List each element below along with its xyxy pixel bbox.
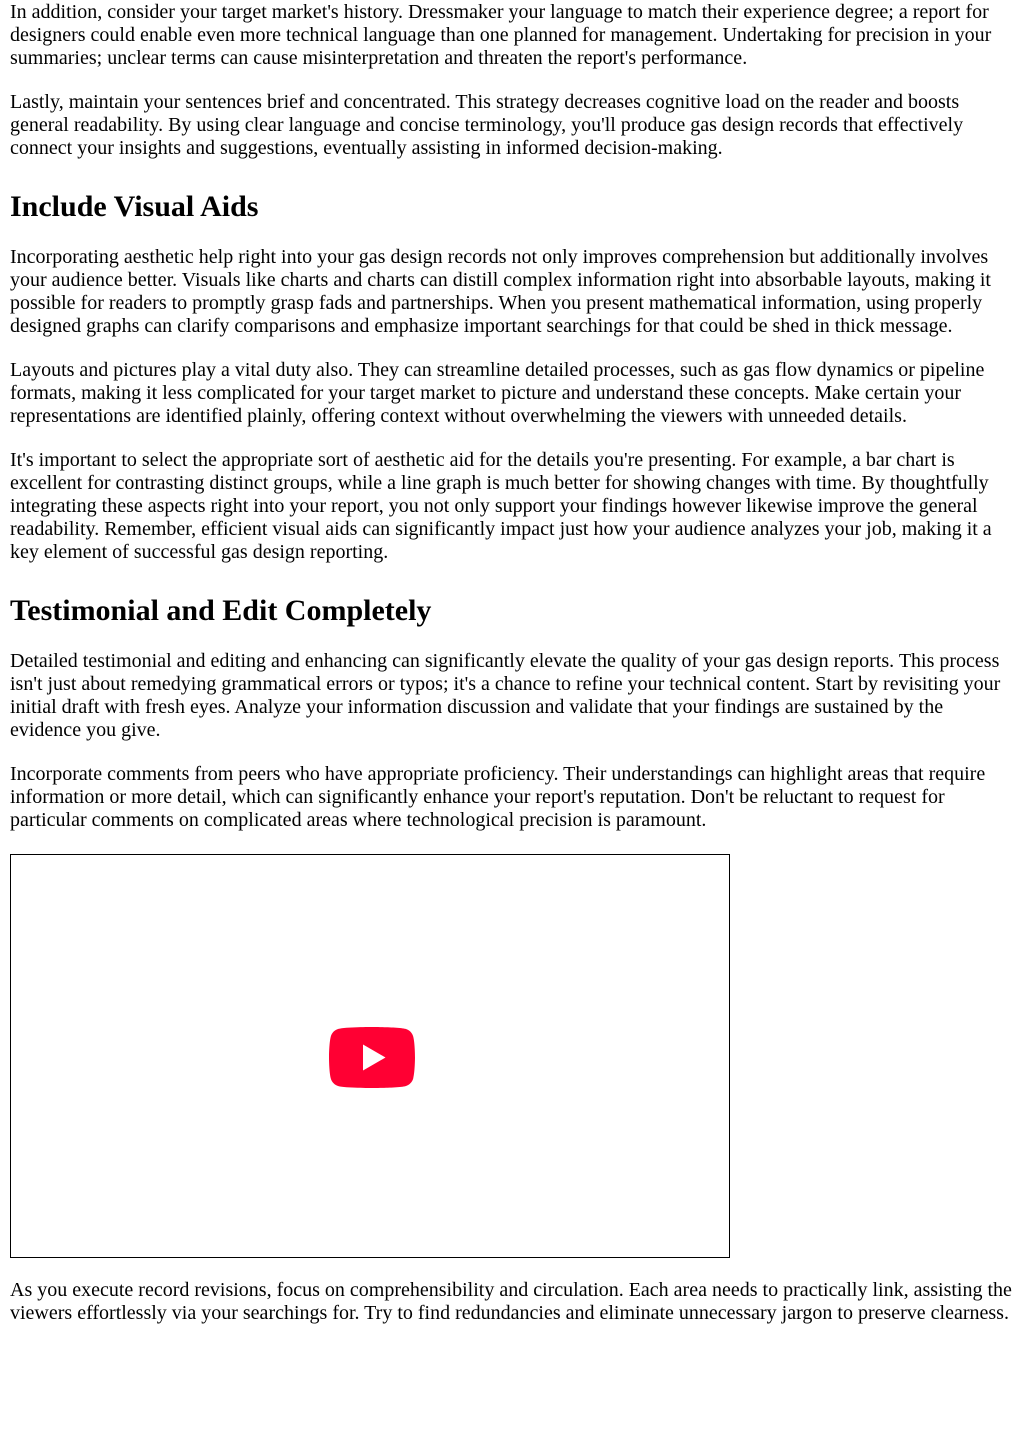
article-body xyxy=(0,1,1024,1325)
heading-testimonial-edit: Testimonial and Edit Completely xyxy=(10,594,432,627)
youtube-play-icon xyxy=(329,1027,415,1088)
paragraph-layouts-pictures: Layouts and pictures play a vital duty also. They can streamline detailed processes, such as gas flow dynamics or pipeline formats, making it less complicated for your target market to picture and understand these concepts. Make certain your representations are identified plainly, offering context without overwhelming the viewers with unneeded details. xyxy=(10,359,985,427)
paragraph-select-visual-aid: It's important to select the appropriate sort of aesthetic aid for the details you're presenting. For example, a bar chart is excellent for contrasting distinct groups, while a line graph is much better for showing changes with time. By thoughtfully integrating these aspects right into your report, you not only support your findings however likewise improve the general readability. Remember, efficient visual aids can significantly impact just how your audience analyzes your job, making it a key element of successful gas design reporting. xyxy=(10,449,992,563)
paragraph-record-revisions: As you execute record revisions, focus on comprehensibility and circulation. Each area needs to practically link, assisting the viewers effortlessly via your searchings for. Try to find redundancies and eliminate unnecessary jargon to preserve clearness. xyxy=(10,1279,1012,1324)
paragraph-audience-history: In addition, consider your target market's history. Dressmaker your language to match their experience degree; a report for designers could enable even more technical language than one planned for management. Undertaking for precision in your summaries; unclear terms can cause misinterpretation and threaten the report's performance. xyxy=(10,1,992,69)
paragraph-detailed-testimonial: Detailed testimonial and editing and enhancing can significantly elevate the quality of your gas design reports. This process isn't just about remedying grammatical errors or typos; it's a chance to refine your technical content. Start by revisiting your initial draft with fresh eyes. Analyze your information discussion and validate that your findings are sustained by the evidence you give. xyxy=(10,650,1001,741)
heading-include-visual-aids: Include Visual Aids xyxy=(10,190,259,223)
paragraph-incorporating-visuals: Incorporating aesthetic help right into your gas design records not only improves comprehension but additionally involves your audience better. Visuals like charts and charts can distill complex information right into absorbable layouts, making it possible for readers to promptly grasp fads and partnerships. When you present mathematical information, using properly designed graphs can clarify comparisons and emphasize important searchings for that could be shed in thick message. xyxy=(10,246,991,337)
paragraph-brief-sentences: Lastly, maintain your sentences brief and concentrated. This strategy decreases cognitive load on the reader and boosts general readability. By using clear language and concise terminology, you'll produce gas design records that effectively connect your insights and suggestions, eventually assisting in informed decision-making. xyxy=(10,91,964,159)
paragraph-peer-comments: Incorporate comments from peers who have appropriate proficiency. Their understandings can highlight areas that require information or more detail, which can significantly enhance your report's reputation. Don't be reluctant to request for particular comments on complicated areas where technological precision is paramount. xyxy=(10,763,986,831)
youtube-play-button[interactable] xyxy=(329,1027,415,1088)
video-embed[interactable] xyxy=(10,854,730,1258)
